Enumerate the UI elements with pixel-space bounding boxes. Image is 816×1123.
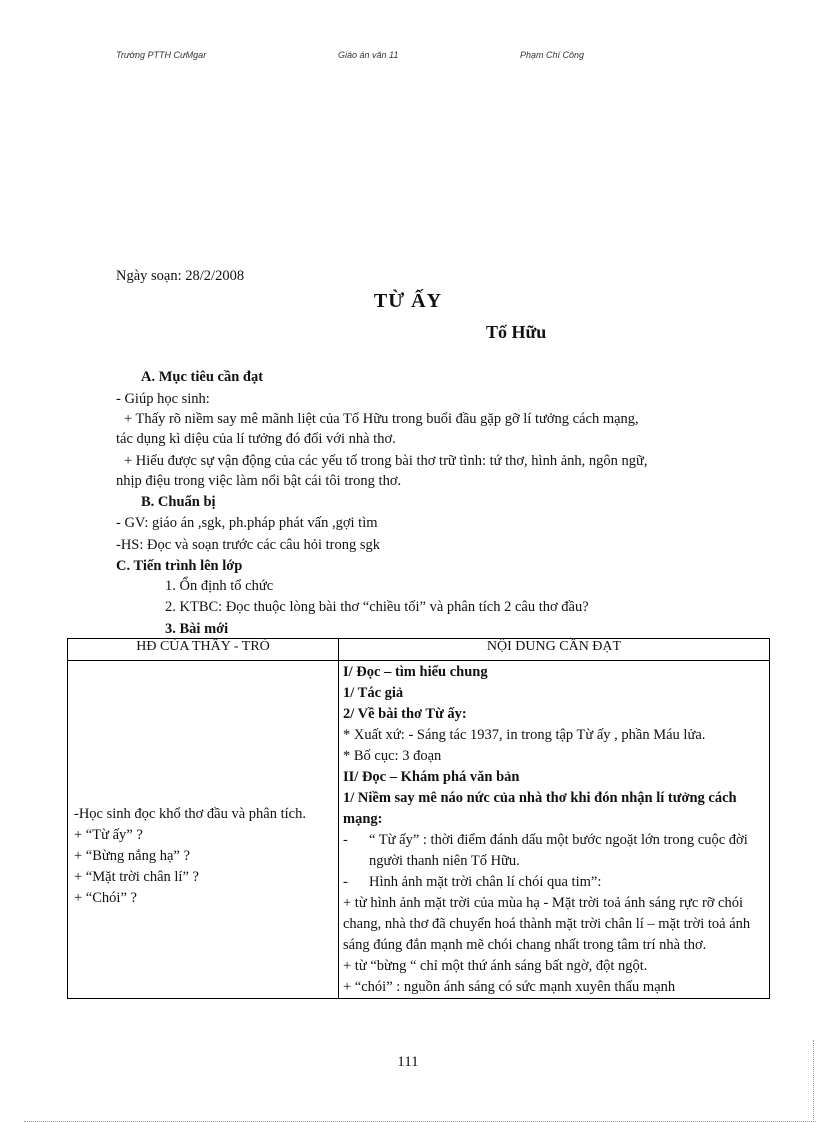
section-a-heading: A. Mục tiêu cần đạt [141,369,264,385]
section-c-item3: 3. Bài mới [165,621,229,637]
section-b-hs: -HS: Đọc và soạn trước các câu hỏi trong sgk [116,537,380,553]
section-a-item1-line1: + Thấy rõ niềm say mê mãnh liệt của Tố Hữu trong buổi đầu gặp gỡ lí tưởng cách mạng, [124,411,639,427]
content-point: + “chói” : nguồn ánh sáng có sức mạnh xuyên thấu mạnh [343,979,676,995]
page-border-dotted-right [813,1040,814,1120]
content-subheading-poem: 2/ Về bài thơ Từ ấy: [343,706,467,722]
table-header-row [68,639,770,661]
content-subheading-passion: 1/ Niềm say mê náo nức của nhà thơ khi đón nhận lí tưởng cách mạng: [343,790,737,827]
section-a-item2-line2: nhịp điệu trong việc làm nổi bật cái tôi trong thơ. [116,473,402,489]
header-school: Trường PTTH CưMgar [116,50,207,60]
content-dash-item [343,830,764,872]
dash-item-text: “ Từ ấy” : thời điểm đánh dấu một bước ngoặt lớn trong cuộc đời người thanh niên Tố Hữu. [369,832,748,869]
section-a-intro: - Giúp học sinh: [116,391,210,407]
content-cell [339,661,770,999]
question-item: + “Từ ấy” ? [74,827,143,843]
section-b-gv: - GV: giáo án ,sgk, ph.pháp phát vấn ,gợi tìm [116,515,378,531]
page-border-dotted-bottom [24,1121,816,1122]
page-number: 111 [397,1054,419,1070]
table-header-activities: HĐ CỦA THẦY - TRÒ [68,639,339,661]
prep-date: Ngày soạn: 28/2/2008 [116,268,245,284]
content-dash-item [343,872,764,893]
table-row [68,661,770,999]
dash-marker: - [343,832,348,848]
content-point: + từ hình ảnh mặt trời của mùa hạ - Mặt trời toả ánh sáng rực rỡ chói chang, nhà thơ đã chuyển hoá thành mặt trời chân lí – mặt trời toả ánh sáng đúng đắn mạnh mẽ chói chang nhất trong tâm trí nhà thơ. [343,895,751,953]
header-subject: Giáo án văn 11 [338,50,399,60]
section-c-heading: C. Tiến trình lên lớp [116,558,243,574]
section-a-item1-line2: tác dụng kì diệu của lí tưởng đó đối với nhà thơ. [116,431,396,447]
activity-text: -Học sinh đọc khổ thơ đầu và phân tích. [74,806,306,822]
section-c-item1: 1. Ổn định tổ chức [165,578,274,594]
section-b-heading: B. Chuẩn bị [141,494,216,510]
content-heading-2: II/ Đọc – Khám phá văn bản [343,769,520,785]
table-header-content: NỘI DUNG CẦN ĐẠT [339,639,770,661]
content-layout: * Bố cục: 3 đoạn [343,748,442,764]
author-name: Tố Hữu [486,322,547,342]
content-point: + từ “bừng “ chỉ một thứ ánh sáng bất ngờ, đột ngột. [343,958,648,974]
dash-item-text: Hình ảnh mặt trời chân lí chói qua tim”: [369,874,602,890]
content-subheading-author: 1/ Tác giả [343,685,404,701]
lesson-table [67,638,770,999]
content-origin: * Xuất xứ: - Sáng tác 1937, in trong tập Từ ấy , phần Máu lửa. [343,727,706,743]
page-title: TỪ ẤY [373,290,443,312]
dash-marker: - [343,874,348,890]
section-a-item2-line1: + Hiểu được sự vận động của các yếu tố trong bài thơ trữ tình: tứ thơ, hình ảnh, ngôn ngữ, [124,453,648,469]
section-c-item2: 2. KTBC: Đọc thuộc lòng bài thơ “chiều tối” và phân tích 2 câu thơ đầu? [165,599,589,615]
header-teacher: Phạm Chí Công [520,50,585,60]
question-item: + “Bừng nắng hạ” ? [74,848,190,864]
content-heading-1: I/ Đọc – tìm hiểu chung [343,664,488,680]
question-item: + “Mặt trời chân lí” ? [74,869,199,885]
activities-cell [68,661,339,999]
question-item: + “Chói” ? [74,890,137,906]
